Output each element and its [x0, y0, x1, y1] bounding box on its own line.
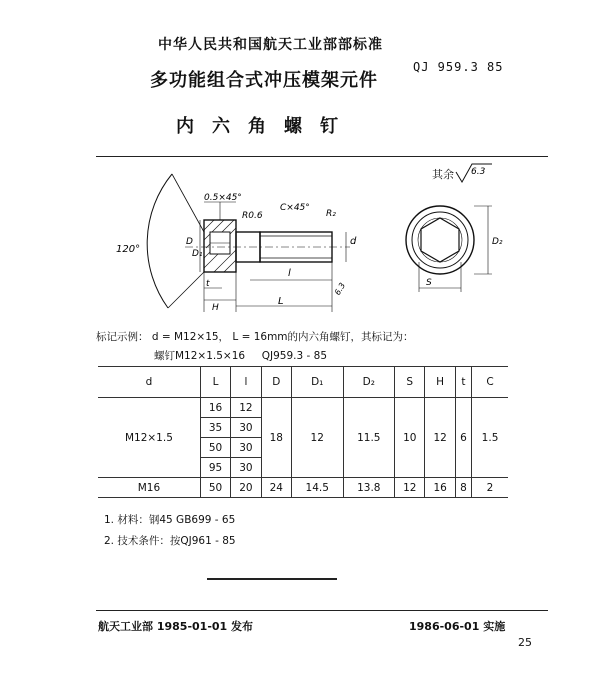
dim-H-label: H — [212, 303, 219, 313]
cell-l: 20 — [231, 478, 261, 498]
cell-D: 18 — [261, 398, 291, 478]
cell-L: 95 — [200, 458, 230, 478]
cell-l: 30 — [231, 418, 261, 438]
cell-t: 8 — [455, 478, 471, 498]
implemented-date: 1986-06-01 实施 — [409, 620, 506, 633]
cell-H: 12 — [425, 398, 455, 478]
cell-l: 30 — [231, 438, 261, 458]
cell-S: 12 — [395, 478, 425, 498]
cell-S: 10 — [395, 398, 425, 478]
dim-D1-label: D₁ — [192, 249, 203, 259]
table-row — [98, 398, 508, 418]
standard-body-title: 中华人民共和国航天工业部部标准 — [158, 37, 383, 53]
dim-d-label: d — [350, 236, 357, 247]
dim-S-label: S — [426, 278, 432, 288]
col-t: t — [455, 367, 471, 398]
fillet-label: R0.6 — [242, 211, 263, 221]
end-rule — [207, 578, 337, 580]
cell-L: 50 — [200, 438, 230, 458]
cell-t: 6 — [455, 398, 471, 478]
cell-C: 2 — [472, 478, 508, 498]
cell-L: 16 — [200, 398, 230, 418]
cell-D: 24 — [261, 478, 291, 498]
cell-D2: 11.5 — [343, 398, 395, 478]
cell-l: 30 — [231, 458, 261, 478]
marking-std: QJ959.3 - 85 — [261, 350, 328, 362]
col-d: d — [98, 367, 200, 398]
roughness-rest-label: 其余 — [432, 168, 454, 181]
cell-D2: 13.8 — [343, 478, 395, 498]
roughness-side-value: 6.3 — [332, 281, 348, 297]
marking-label: 标记示例： — [96, 331, 149, 343]
issued-date: 航天工业部 1985-01-01 发布 — [98, 620, 254, 633]
roughness-rest-symbol — [456, 164, 492, 182]
document-title: 多功能组合式冲压模架元件 — [150, 70, 378, 91]
col-D1: D₁ — [291, 367, 343, 398]
cell-H: 16 — [425, 478, 455, 498]
dim-t-label: t — [206, 279, 210, 289]
page-number: 25 — [518, 636, 532, 649]
dim-D2-label: D₂ — [492, 237, 503, 247]
cell-C: 1.5 — [472, 398, 508, 478]
cell-l: 12 — [231, 398, 261, 418]
col-l: l — [231, 367, 261, 398]
dim-L-label: L — [278, 296, 284, 307]
marking-line: d = M12×15， L = 16mm的内六角螺钉，其标记为： — [151, 331, 414, 343]
col-H: H — [425, 367, 455, 398]
table-header-row — [98, 367, 508, 398]
col-D2: D₂ — [343, 367, 395, 398]
surface-mark: R₂ — [326, 209, 336, 219]
col-D: D — [261, 367, 291, 398]
marking-example — [96, 328, 414, 366]
dim-l-label: l — [288, 268, 291, 279]
table-row — [98, 478, 508, 498]
dimension-table — [98, 366, 508, 498]
cell-D1: 12 — [291, 398, 343, 478]
col-S: S — [395, 367, 425, 398]
roughness-rest-value: 6.3 — [471, 167, 486, 177]
notes — [104, 510, 236, 552]
angle-arc — [147, 174, 172, 308]
screw-end-view — [406, 206, 474, 274]
cell-D1: 14.5 — [291, 478, 343, 498]
note-technical: 2. 技术条件：按QJ961 - 85 — [104, 535, 236, 547]
header-rule — [96, 156, 548, 157]
cell-d: M16 — [98, 478, 200, 498]
marking-mark: 螺钉M12×1.5×16 — [154, 350, 246, 362]
col-L: L — [200, 367, 230, 398]
dim-D-label: D — [186, 237, 193, 247]
standard-code: QJ 959.3 85 — [413, 60, 504, 74]
footer-rule — [96, 610, 548, 611]
chamfer-head-label: 0.5×45° — [204, 193, 242, 203]
chamfer-thread-label: C×45° — [280, 203, 310, 213]
col-C: C — [472, 367, 508, 398]
cell-L: 35 — [200, 418, 230, 438]
document-subtitle: 内六角螺钉 — [176, 116, 356, 137]
cell-d: M12×1.5 — [98, 398, 200, 478]
angle-label: 120° — [116, 244, 141, 255]
screw-technical-drawing — [100, 160, 520, 325]
note-material: 1. 材料：钢45 GB699 - 65 — [104, 514, 236, 526]
cell-L: 50 — [200, 478, 230, 498]
